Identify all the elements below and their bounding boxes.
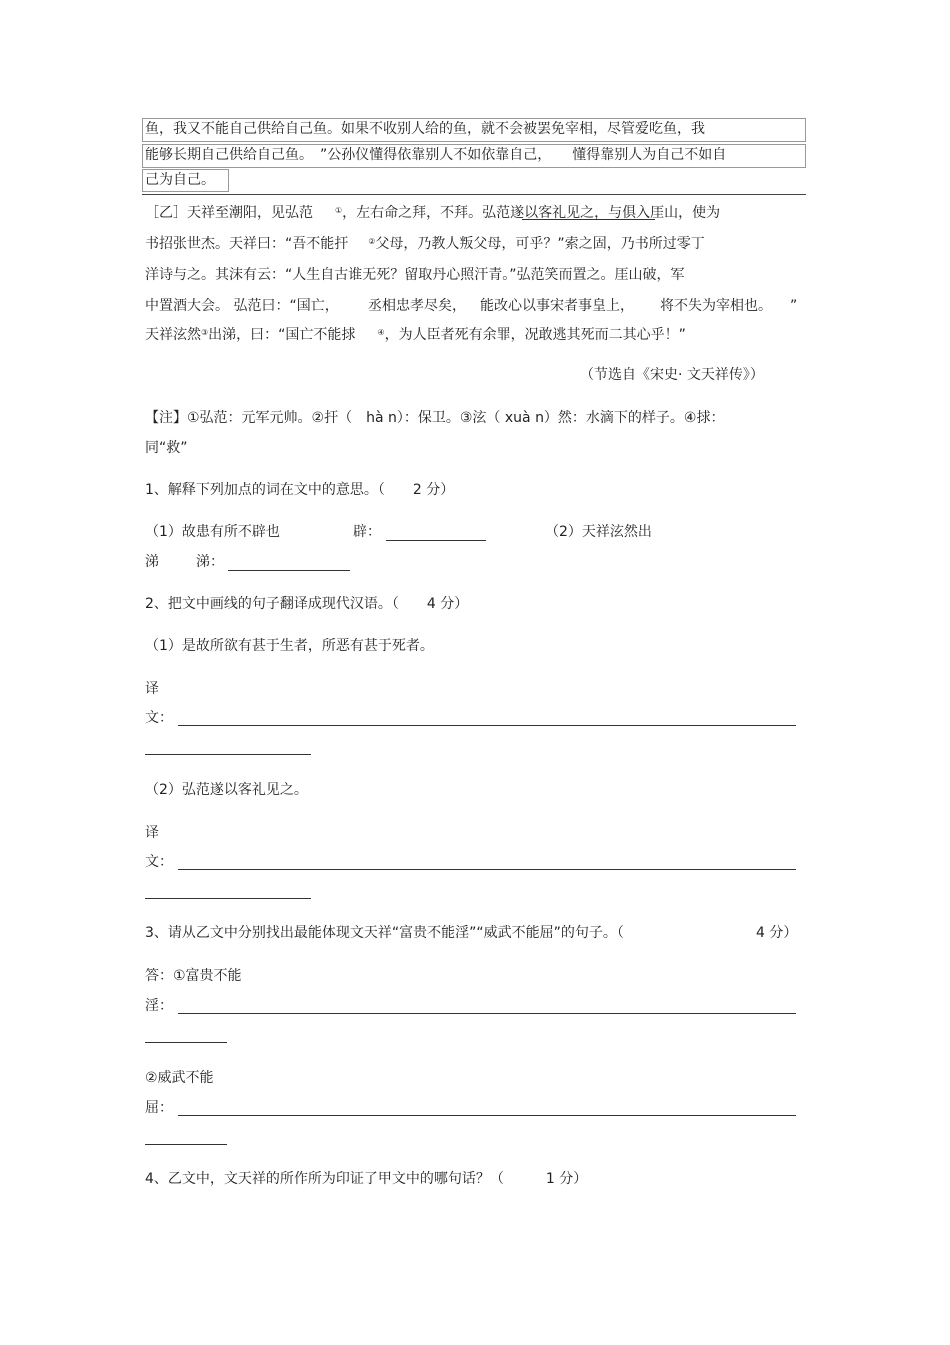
q3-answer-2-line[interactable]: [178, 1115, 796, 1116]
q2-wen-2: 文：: [145, 854, 173, 870]
q3-answer-1-line-2[interactable]: [145, 1042, 227, 1043]
passage-b-line-4b: 丞相忠孝尽矣，: [368, 298, 466, 314]
q2-item-1: （1）是故所欲有甚于生者，所恶有甚于死者。: [145, 638, 434, 654]
question-2-title: 2、把文中画线的句子翻译成现代汉语。（ 4 分）: [145, 596, 469, 612]
passage-b-text: 书招张世杰。天祥曰：“吾不能扞: [145, 236, 349, 252]
passage-a-line-3: 己为自己。: [145, 172, 215, 188]
q3-answer-1-line[interactable]: [178, 1013, 796, 1014]
passage-b-text: ，为人臣者死有余罪，况敢逃其死而二其心乎！”: [384, 327, 686, 343]
question-3-title: 3、请从乙文中分别找出最能体现文天祥“富贵不能淫”“威武不能屈”的句子。（: [145, 925, 624, 941]
q1-answer-1-line[interactable]: [386, 540, 486, 541]
q2-item-2: （2）弘范遂以客礼见之。: [145, 782, 308, 798]
q1-item-1-word: 辟：: [353, 524, 381, 540]
passage-a-line-1: 鱼，我又不能自己供给自己鱼。如果不收别人给的鱼，就不会被罢免宰相，尽管爱吃鱼，我: [145, 121, 705, 137]
notes-line-2: 同“救”: [145, 440, 188, 456]
passage-b-line-5: [145, 326, 686, 346]
q1-item-2: （2）天祥泫然出: [545, 524, 652, 540]
note-marker: ②: [368, 237, 376, 246]
q3-answer-1-head: 答：①富贵不能: [145, 968, 242, 984]
passage-b-text: 天祥泫然: [145, 327, 201, 343]
passage-b-line-2: [145, 235, 705, 255]
passage-b-text: ［乙］天祥至潮阳，见弘范: [145, 205, 313, 221]
note-marker: ④: [377, 328, 385, 337]
q1-item-2-word: 涕：: [196, 554, 224, 570]
passage-b-line-4a: 中置酒大会。 弘范曰：“国亡，: [145, 298, 339, 314]
notes-line-1: 【注】①弘范：元军元帅。②扞（ hà n）：保卫。③泫（ xuà n）然：水滴下的样子。④捄：: [145, 410, 725, 426]
note-marker: ①: [335, 206, 343, 215]
q2-yi-2: 译: [145, 825, 159, 841]
note-marker: ③: [201, 328, 209, 337]
q2-wen-1: 文：: [145, 710, 173, 726]
passage-b-line-4e: ”: [790, 298, 798, 314]
q1-item-1: （1）故患有所不辟也: [145, 524, 280, 540]
q3-answer-1-tail: 淫：: [145, 998, 173, 1014]
q3-answer-2-head: ②威武不能: [145, 1070, 214, 1086]
q1-item-2-cont: 涕: [145, 554, 159, 570]
passage-source: （节选自《宋史· 文天祥传》）: [580, 367, 764, 383]
passage-b-line-4c: 能改心以事宋者事皇上，: [480, 298, 634, 314]
q2-answer-1-line[interactable]: [178, 725, 796, 726]
q2-yi-1: 译: [145, 681, 159, 697]
question-1-title: 1、解释下列加点的词在文中的意思。（ 2 分）: [145, 482, 455, 498]
q3-answer-2-tail: 屈：: [145, 1100, 173, 1116]
passage-a-line-2: 能够长期自己供给自己鱼。 ”公孙仪懂得依靠别人不如依靠自己， 懂得靠别人为自己不如自: [145, 147, 727, 163]
passage-b-text: ，左右命之拜，不拜。弘范遂以客礼见之，与俱入厓山，使为: [342, 205, 721, 221]
q2-answer-2-line[interactable]: [178, 869, 796, 870]
q2-answer-2-line-2[interactable]: [145, 898, 311, 899]
q1-answer-2-line[interactable]: [228, 570, 350, 571]
underlined-sentence: [522, 219, 655, 220]
passage-b-text: 出涕，曰：“国亡不能捄: [208, 327, 356, 343]
q2-answer-1-line-2[interactable]: [145, 754, 311, 755]
passage-b-line-4d: 将不失为宰相也。: [660, 298, 772, 314]
question-4-title: 4、乙文中，文天祥的所作所为印证了甲文中的哪句话？（ 1 分）: [145, 1171, 588, 1187]
passage-b-line-1: [145, 204, 720, 224]
passage-b-line-3: 洋诗与之。其沫有云：“人生自古谁无死？留取丹心照汗青。”弘范笑而置之。厓山破，军: [145, 267, 685, 283]
section-divider: [142, 194, 806, 195]
question-3-score: 4 分）: [756, 925, 798, 941]
passage-b-text: 父母，乃教人叛父母，可乎？”索之固，乃书所过零丁: [375, 236, 705, 252]
q3-answer-2-line-2[interactable]: [145, 1144, 227, 1145]
